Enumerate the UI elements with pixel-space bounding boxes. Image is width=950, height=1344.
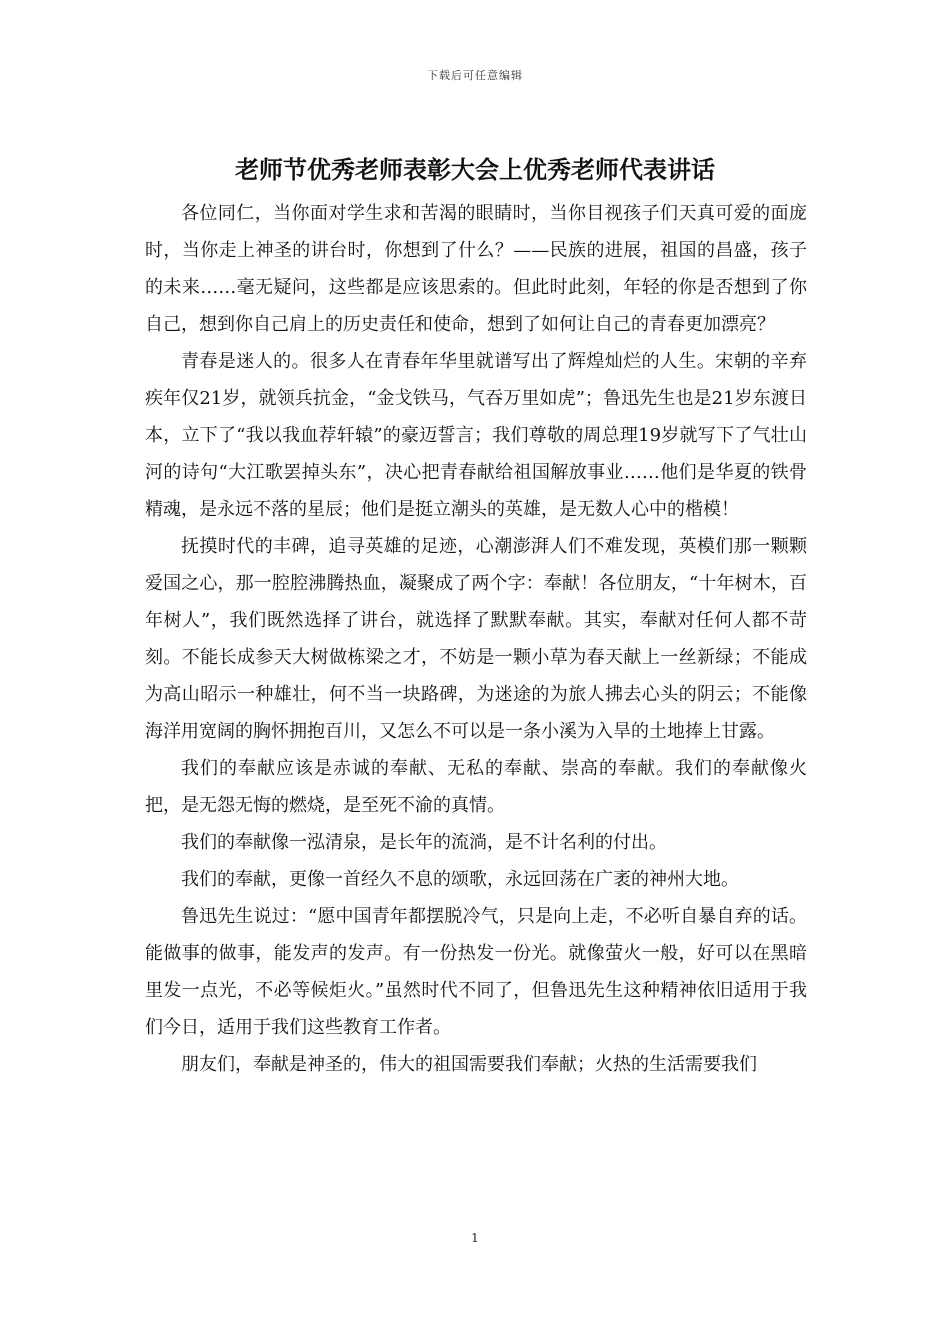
page-header-note: 下载后可任意编辑 (427, 69, 523, 82)
paragraph: 抚摸时代的丰碑，追寻英雄的足迹，心潮澎湃人们不难发现，英模们那一颗颗爱国之心，那一腔腔沸腾热血，凝聚成了两个字：奉献！各位朋友，“十年树木，百年树人”，我们既然选择了讲台，就选择了默默奉献。其实，奉献对任何人都不苛刻。不能长成参天大树做栋梁之才，不妨是一颗小草为春天献上一丝新绿；不能成为高山昭示一种雄壮，何不当一块路碑，为迷途的为旅人拂去心头的阴云；不能像海洋用宽阔的胸怀拥抱百川，又怎么不可以是一条小溪为入旱的土地捧上甘露。 (145, 536, 807, 742)
paragraph: 鲁迅先生说过：“愿中国青年都摆脱冷气，只是向上走，不必听自暴自弃的话。能做事的做事，能发声的发声。有一份热发一份光。就像萤火一般，好可以在黑暗里发一点光，不必等候炬火。”虽然时代不同了，但鲁迅先生这种精神依旧适用于我们今日，适用于我们这些教育工作者。 (145, 906, 807, 1038)
page-number: 1 (471, 1231, 479, 1245)
paragraph: 青春是迷人的。很多人在青春年华里就谱写出了辉煌灿烂的人生。宋朝的辛弃疾年仅21岁，就领兵抗金，“金戈铁马，气吞万里如虎”；鲁迅先生也是21岁东渡日本，立下了“我以我血荐轩辕”的豪迈誓言；我们尊敬的周总理19岁就写下了气壮山河的诗句“大江歌罢掉头东”，决心把青春献给祖国解放事业……他们是华夏的铁骨精魂，是永远不落的星辰；他们是挺立潮头的英雄，是无数人心中的楷模！ (145, 351, 807, 520)
document-title: 老师节优秀老师表彰大会上优秀老师代表讲话 (235, 155, 715, 184)
paragraph: 各位同仁，当你面对学生求和苦渴的眼睛时，当你目视孩子们天真可爱的面庞时，当你走上神圣的讲台时，你想到了什么？——民族的进展，祖国的昌盛，孩子的未来……毫无疑问，这些都是应该思索的。但此时此刻，年轻的你是否想到了你自己，想到你自己肩上的历史责任和使命，想到了如何让自己的青春更加漂亮？ (145, 203, 807, 335)
paragraph: 我们的奉献像一泓清泉，是长年的流淌，是不计名利的付出。 (181, 832, 667, 853)
paragraph: 我们的奉献，更像一首经久不息的颂歌，永远回荡在广袤的神州大地。 (181, 869, 739, 890)
paragraph: 我们的奉献应该是赤诚的奉献、无私的奉献、崇高的奉献。我们的奉献像火把，是无怨无悔的燃烧，是至死不渝的真情。 (145, 758, 807, 816)
paragraph: 朋友们，奉献是神圣的，伟大的祖国需要我们奉献；火热的生活需要我们 (181, 1054, 757, 1075)
document-body (145, 195, 807, 1083)
